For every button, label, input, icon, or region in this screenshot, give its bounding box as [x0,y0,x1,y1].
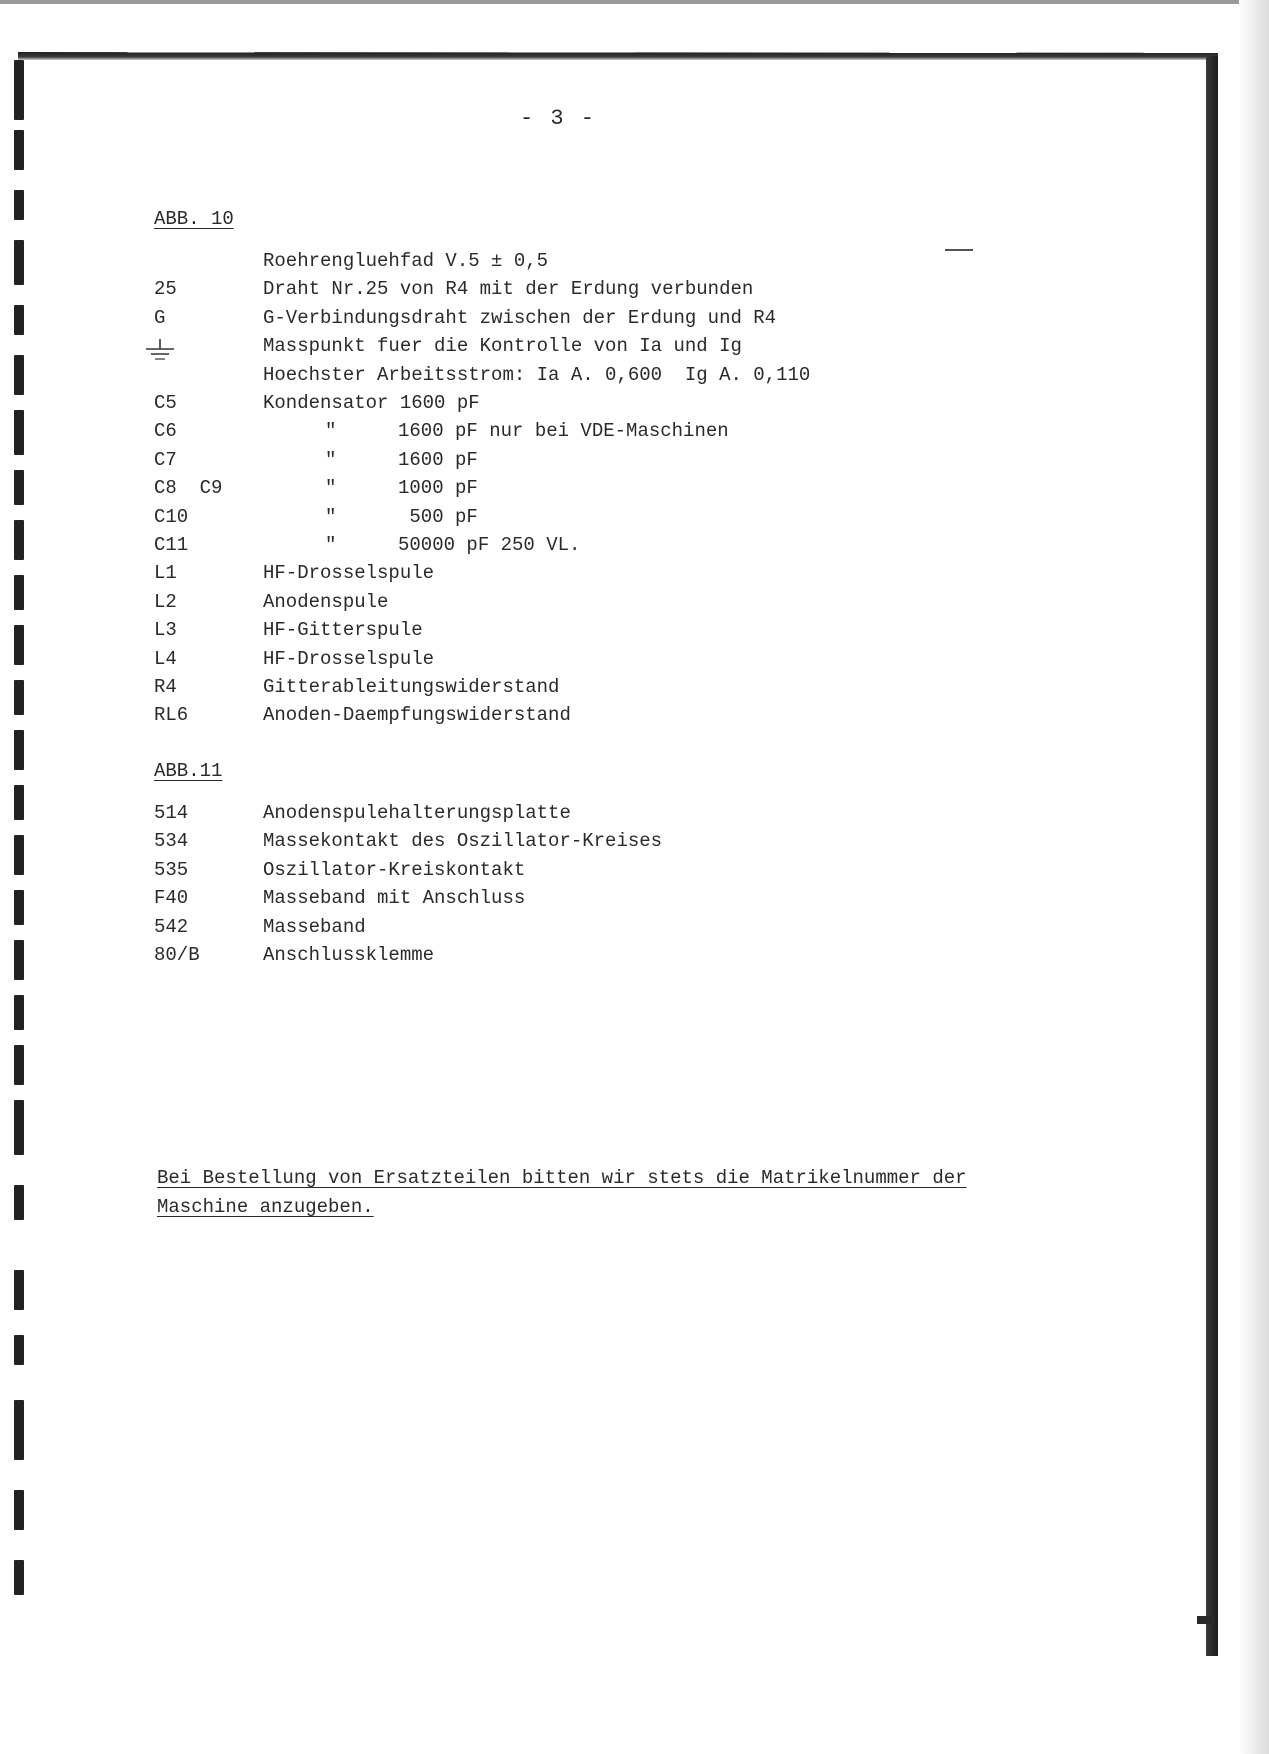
part-description: Massekontakt des Oszillator-Kreises [263,830,663,853]
page-number: - 3 - [520,106,597,131]
ditto-mark: " [325,477,337,500]
part-description: Anoden-Daempfungswiderstand [263,704,571,727]
paper-edge-right [1206,56,1218,1656]
part-value: 500 pF [398,505,478,528]
part-code: 542 [154,915,189,938]
part-description: HF-Gitterspule [263,619,423,642]
part-description: Oszillator-Kreiskontakt [263,858,526,881]
part-description: G-Verbindungsdraht zwischen der Erdung und R4 [263,306,777,329]
ditto-mark: " [325,448,337,471]
part-value: 1600 pF [398,448,478,471]
part-description: Hoechster Arbeitsstrom: Ia A. 0,600 Ig A. 0,110 [263,363,811,386]
scan-right-shadow [1239,0,1269,1754]
part-value: 1600 pF nur bei VDE-Maschinen [398,420,729,443]
part-code: 80/B [154,944,200,966]
scan-top-rule [0,0,1239,4]
part-value: 1000 pF [398,477,478,500]
part-description: HF-Drosselspule [263,562,435,585]
part-code: L1 [154,562,177,585]
part-value: 50000 pF 250 VL. [398,534,581,556]
part-code: L2 [154,590,177,613]
part-code: C10 [154,505,189,528]
part-description: Masseband [263,915,366,938]
part-description: Masspunkt fuer die Kontrolle von Ia und Ig [263,335,742,358]
part-description: HF-Drosselspule [263,647,435,670]
ditto-mark: " [325,505,337,528]
part-description: Anodenspulehalterungsplatte [263,802,571,824]
part-code: 535 [154,858,189,881]
part-code: 534 [154,830,189,853]
section-title-abb11: ABB.11 [154,760,223,782]
part-code: L4 [154,647,177,670]
part-description: Masseband mit Anschluss [263,887,526,910]
ditto-mark: " [325,534,337,556]
part-code: RL6 [154,704,189,727]
part-code: L3 [154,619,177,642]
part-description: Anodenspule [263,590,389,613]
part-code: C5 [154,392,177,414]
part-code: C6 [154,420,177,443]
part-description: Anschlussklemme [263,944,435,966]
corner-mark [1197,1616,1215,1624]
spare-parts-note: Bei Bestellung von Ersatzteilen bitten wir stets die Matrikelnummer der Maschine anzugeben. [157,1167,967,1218]
part-code: 25 [154,278,177,301]
part-code: C7 [154,448,177,471]
part-description: Kondensator 1600 pF [263,392,480,414]
part-code: 514 [154,802,189,824]
part-description: Draht Nr.25 von R4 mit der Erdung verbunden [263,278,754,301]
part-code: C11 [154,534,189,556]
binding-hole-marks [14,60,26,1630]
section-title-abb10: ABB. 10 [154,208,234,230]
part-code: F40 [154,887,189,910]
part-description: Roehrengluehfad V.5 ± 0,5 [263,250,549,272]
ditto-mark: " [325,420,337,443]
part-code: R4 [154,676,177,698]
ground-icon [142,339,178,363]
paper-edge-top [18,52,1218,60]
margin-dash [945,249,973,251]
part-code: G [154,306,166,329]
part-description: Gitterableitungswiderstand [263,676,560,698]
part-code: C8 C9 [154,477,223,500]
